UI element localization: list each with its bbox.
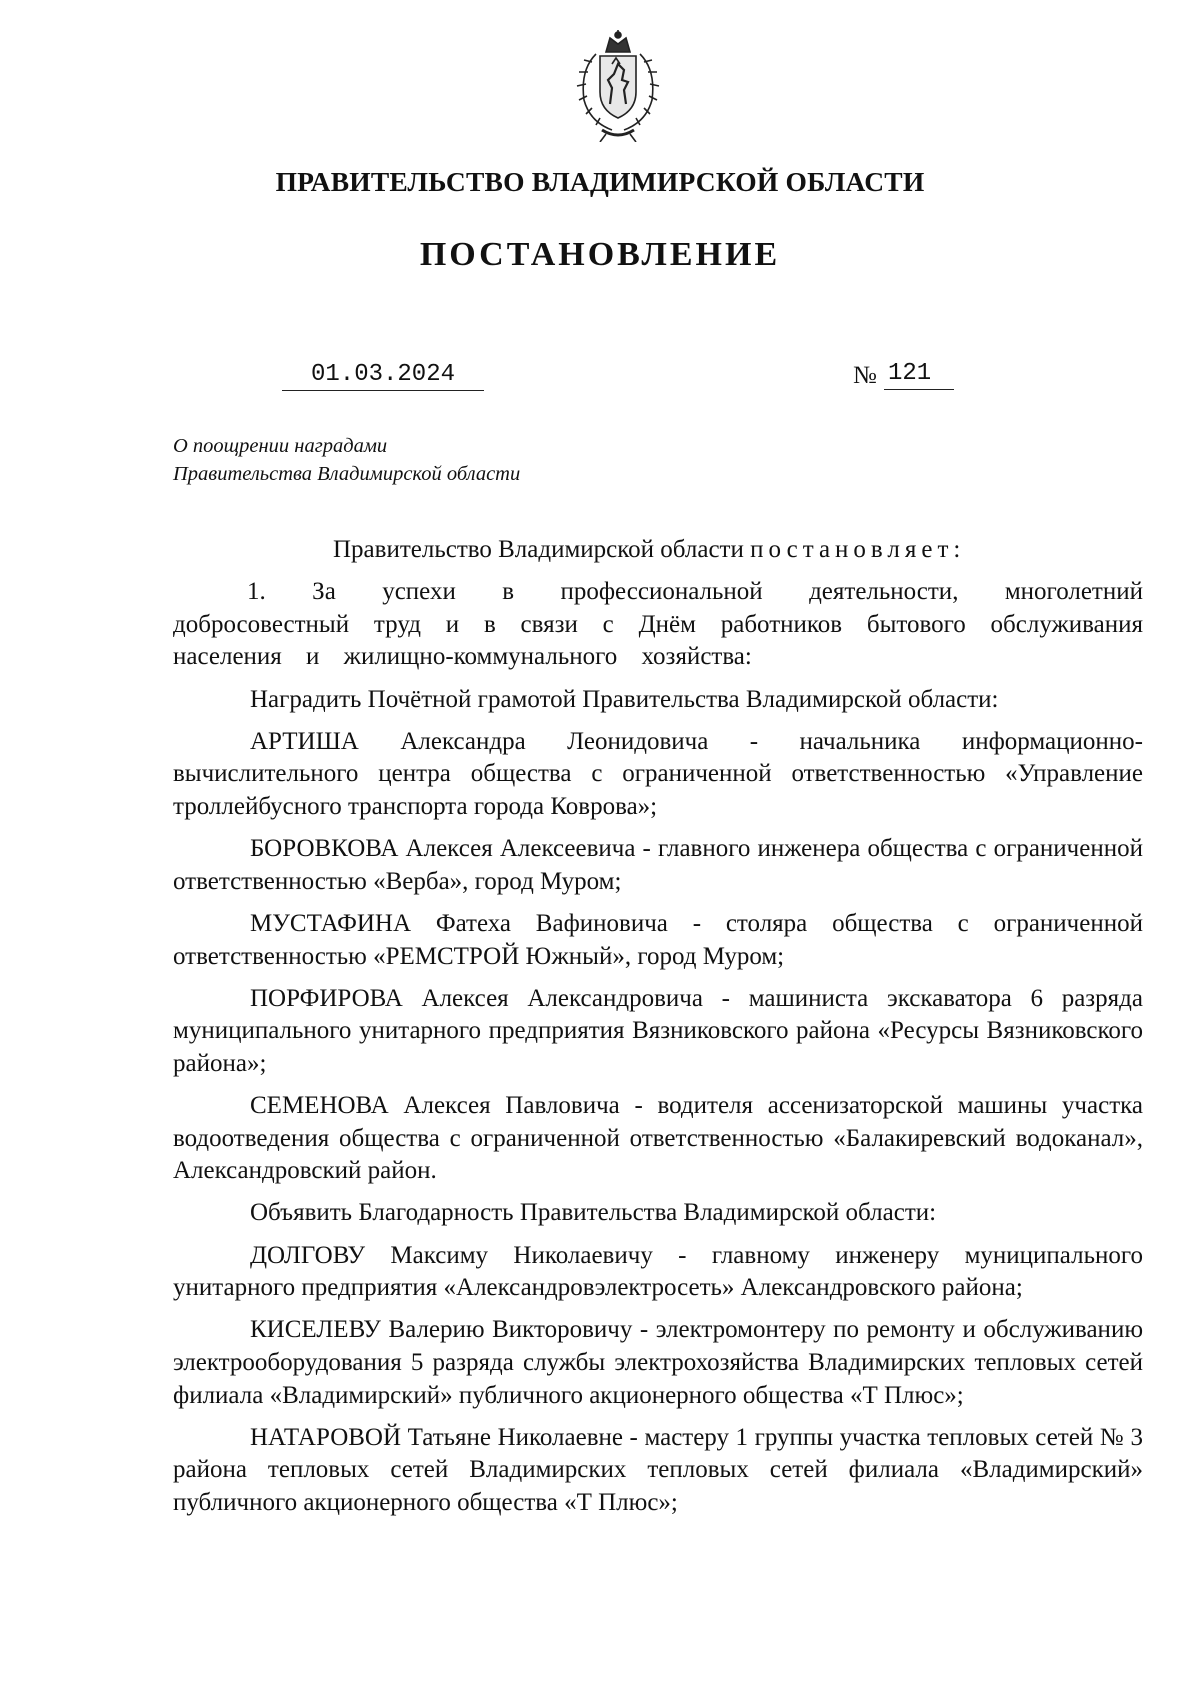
awardee-details: Максиму Николаевичу - главному инженеру муниципального унитарного предприятия «Александровэлектросеть» Александровского района; bbox=[173, 1241, 1143, 1302]
number-label: № bbox=[853, 362, 877, 389]
award-entry bbox=[173, 726, 1143, 824]
document-type-title: ПОСТАНОВЛЕНИЕ bbox=[419, 236, 781, 273]
awardee-details: Алексея Александровича - машиниста экскаватора 6 разряда муниципального унитарного предприятия Вязниковского района «Ресурсы Вязниковского района»; bbox=[173, 984, 1143, 1077]
paragraph-item-1: 1. За успехи в профессиональной деятельности, многолетний добросовестный труд и в связи с Днём работников бытового обслуживания населения и жилищно-коммунального хозяйства: bbox=[173, 578, 1143, 671]
organization-title: ПРАВИТЕЛЬСТВО ВЛАДИМИРСКОЙ ОБЛАСТИ bbox=[275, 166, 925, 197]
awardee-surname: ПОРФИРОВА bbox=[250, 984, 403, 1012]
awardee-details: Валерию Викторовичу - электромонтеру по ремонту и обслуживанию электрооборудования 5 разряда службы электрохозяйства Владимирских тепловых сетей филиала «Владимирский» публичного акционерного общества «Т Плюс»; bbox=[173, 1316, 1143, 1409]
award-heading: Наградить Почётной грамотой Правительства Владимирской области: bbox=[250, 685, 999, 713]
subject-line: Правительства Владимирской области bbox=[173, 463, 521, 485]
awardee-surname: БОРОВКОВА bbox=[250, 835, 399, 863]
subject-line: О поощрении наградами bbox=[173, 435, 388, 457]
thanks-entry bbox=[173, 1240, 1143, 1305]
awardee-surname: НАТАРОВОЙ bbox=[250, 1423, 402, 1451]
awardee-details: Александра Леонидовича - начальника информационно-вычислительного центра общества с ограниченной ответственностью «Управление троллейбусного транспорта города Коврова»; bbox=[173, 727, 1143, 820]
thanks-entry bbox=[173, 1314, 1143, 1412]
awardee-surname: АРТИША bbox=[250, 727, 359, 755]
document-number: 121 bbox=[884, 359, 954, 390]
thanks-heading: Объявить Благодарность Правительства Владимирской области: bbox=[250, 1199, 937, 1227]
awardee-surname: ДОЛГОВУ bbox=[250, 1241, 366, 1269]
awardee-details: Алексея Павловича - водителя ассенизаторской машины участка водоотведения общества с ограниченной ответственностью «Балакиревский водоканал», Александровский район. bbox=[173, 1092, 1143, 1185]
coat-of-arms-emblem bbox=[566, 30, 670, 142]
award-entry bbox=[173, 983, 1143, 1081]
awardee-details: Фатеха Вафиновича - столяра общества с ограниченной ответственностью «РЕМСТРОЙ Южный», город Муром; bbox=[173, 909, 1143, 970]
thanks-entry bbox=[173, 1422, 1143, 1520]
preamble-text: Правительство Владимирской области bbox=[333, 536, 744, 563]
award-entry bbox=[173, 1090, 1143, 1188]
awardee-surname: МУСТАФИНА bbox=[250, 909, 412, 937]
awardee-surname: КИСЕЛЕВУ bbox=[250, 1316, 381, 1344]
awardee-details: Татьяне Николаевне - мастеру 1 группы участка тепловых сетей № 3 района тепловых сетей Владимирских тепловых сетей филиала «Владимирский» публичного акционерного общества «Т Плюс»; bbox=[173, 1423, 1143, 1516]
document-body bbox=[173, 534, 1143, 1529]
preamble bbox=[173, 534, 1143, 567]
preamble-verb: постановляет: bbox=[750, 536, 966, 563]
document-subject bbox=[173, 432, 520, 488]
awardee-details: Алексея Алексеевича - главного инженера общества с ограниченной ответственностью «Верба», город Муром; bbox=[173, 835, 1143, 895]
awardee-surname: СЕМЕНОВА bbox=[250, 1092, 389, 1120]
award-entry bbox=[173, 833, 1143, 898]
document-date: 01.03.2024 bbox=[282, 360, 484, 391]
award-entry bbox=[173, 908, 1143, 973]
